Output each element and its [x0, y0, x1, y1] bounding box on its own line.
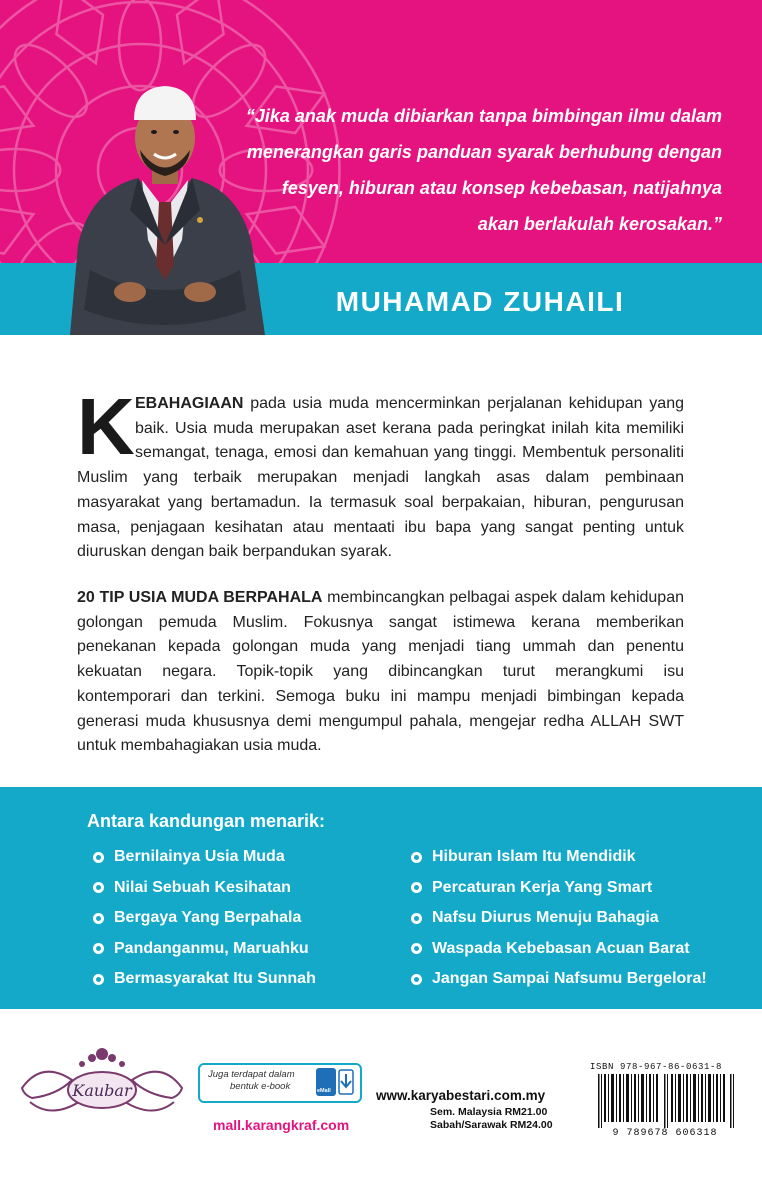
paragraph-line: baik. Usia muda merupakan aset kerana pada peringkat inilah kita memiliki: [135, 419, 684, 437]
lead-rest: membincangkan pelbagai aspek dalam kehidupan: [322, 589, 684, 606]
quote-line: akan berlakulah kerosakan.”: [477, 214, 722, 234]
ebook-line: Juga terdapat dalam: [208, 1069, 295, 1080]
paragraph-line: [77, 392, 684, 417]
contents-item: [411, 842, 707, 873]
paragraph-line: generasi muda khususnya demi mengumpul pahala, mengejar redha ALLAH SWT: [77, 712, 684, 730]
lead-word: EBAHAGIAAN: [135, 395, 244, 412]
author-name: MUHAMAD ZUHAILI: [335, 286, 625, 317]
contents-item: [93, 934, 316, 965]
contents-item-label: Bernilainya Usia Muda: [114, 848, 285, 866]
paragraph-line: Muslim yang terbaik merupakan menjadi langkah asas dalam pembinaan: [77, 469, 684, 487]
contents-item: [411, 903, 707, 934]
contents-item-label: Bermasyarakat Itu Sunnah: [114, 970, 316, 988]
contents-list-left: [93, 842, 316, 995]
bullet-icon: [411, 943, 422, 954]
contents-item-label: Percaturan Kerja Yang Smart: [432, 878, 653, 896]
contents-item: [93, 873, 316, 904]
isbn-barcode: [590, 1062, 740, 1142]
price-line: Sabah/Sarawak RM24.00: [430, 1119, 553, 1131]
bullet-icon: [411, 913, 422, 924]
contents-item-label: Waspada Kebebasan Acuan Barat: [432, 939, 690, 957]
bullet-icon: [93, 852, 104, 863]
bullet-icon: [93, 943, 104, 954]
contents-title: Antara kandungan menarik:: [87, 811, 326, 831]
contents-item-label: Nafsu Diurus Menuju Bahagia: [432, 909, 659, 927]
contents-item-label: Nilai Sebuah Kesihatan: [114, 878, 291, 896]
drop-cap: K: [77, 382, 135, 471]
quote-line: fesyen, hiburan atau konsep kebebasan, natijahnya: [281, 178, 722, 198]
paragraph-line: [77, 586, 684, 611]
paragraph-line: penekanan kepada golongan muda yang menjadi tiang ummah dan penentu: [77, 638, 684, 656]
barcode-number: 9 789678 606318: [612, 1128, 718, 1139]
mall-url[interactable]: mall.karangkraf.com: [213, 1117, 350, 1133]
bullet-icon: [411, 974, 422, 985]
contents-item: [93, 964, 316, 995]
contents-list-right: [411, 842, 707, 995]
paragraph-line: masyarakat yang bertamadun. Ia termasuk soal berpakaian, hiburan, pengurusan: [77, 493, 684, 511]
contents-item: [411, 964, 707, 995]
synopsis-paragraph-2: [77, 586, 684, 759]
contents-item: [93, 903, 316, 934]
isbn-label: ISBN 978-967-86-0631-8: [590, 1062, 723, 1072]
author-quote: [222, 98, 722, 242]
book-title-lead: 20 TIP USIA MUDA BERPAHALA: [77, 589, 323, 606]
contents-item: [93, 842, 316, 873]
bullet-icon: [93, 882, 104, 893]
paragraph-line: diuruskan dengan baik berpandukan syarak.: [77, 543, 392, 561]
contents-item: [411, 873, 707, 904]
paragraph-line: semangat, tenaga, emosi dan kemahuan yang tinggi. Membentuk personaliti: [135, 444, 684, 462]
ebook-text: [208, 1069, 295, 1093]
price-info: [430, 1106, 553, 1132]
lead-rest: pada usia muda mencerminkan perjalanan kehidupan yang: [243, 395, 684, 412]
contents-item-label: Pandanganmu, Maruahku: [114, 939, 309, 957]
paragraph-line: golongan pemuda Muslim. Fokusnya sangat istimewa kerana memberikan: [77, 613, 684, 631]
contents-item-label: Bergaya Yang Berpahala: [114, 909, 302, 927]
bullet-icon: [411, 852, 422, 863]
paragraph-line: masa, penjagaan kesihatan atau mentaati ibu bapa yang sangat penting untuk: [77, 518, 684, 536]
synopsis-paragraph-1: [77, 382, 684, 565]
logo-text: Kaubar: [72, 1081, 132, 1100]
ebook-line: bentuk e-book: [230, 1081, 291, 1092]
download-icon: [338, 1069, 354, 1095]
bullet-icon: [93, 974, 104, 985]
emall-label: eMall: [317, 1088, 331, 1094]
paragraph-line: untuk membahagiakan usia muda.: [77, 737, 322, 755]
website-url[interactable]: www.karyabestari.com.my: [376, 1088, 546, 1103]
bullet-icon: [411, 882, 422, 893]
quote-line: menerangkan garis panduan syarak berhubung dengan: [246, 142, 722, 162]
paragraph-line: kekuatan negara. Topik-topik yang dibincangkan turut merangkumi isu: [77, 663, 684, 681]
bullet-icon: [93, 913, 104, 924]
publisher-logo: [12, 1040, 192, 1130]
paragraph-line: kontemporari dan terkini. Semoga buku ini mampu menjadi bimbingan kepada: [77, 687, 684, 705]
barcode-icon: [596, 1074, 738, 1128]
contents-item-label: Jangan Sampai Nafsumu Bergelora!: [432, 970, 707, 988]
price-line: Sem. Malaysia RM21.00: [430, 1106, 548, 1118]
quote-line: “Jika anak muda dibiarkan tanpa bimbingan ilmu dalam: [245, 106, 722, 126]
emall-icon: [316, 1068, 336, 1096]
ebook-badge: [198, 1063, 362, 1103]
contents-item: [411, 934, 707, 965]
contents-item-label: Hiburan Islam Itu Mendidik: [432, 848, 636, 866]
